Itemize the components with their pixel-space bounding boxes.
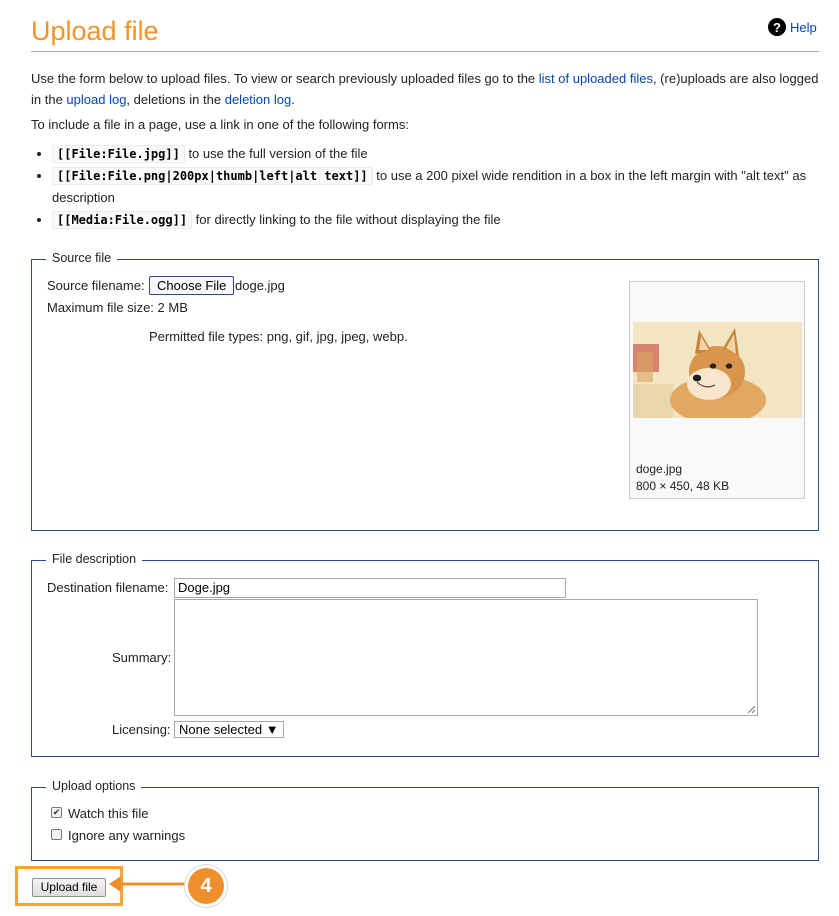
source-filename-label: Source filename:: [47, 278, 145, 293]
file-preview: [629, 281, 805, 499]
permitted-file-types: Permitted file types: png, gif, jpg, jpeg, webp.: [149, 329, 408, 344]
destination-filename-label: Destination filename:: [47, 580, 169, 595]
summary-textarea[interactable]: [174, 599, 758, 716]
list-item: [52, 209, 826, 231]
watch-file-checkbox[interactable]: ✔: [52, 807, 61, 817]
page-title: Upload file: [31, 16, 159, 46]
deletion-log-link[interactable]: deletion log: [224, 92, 292, 107]
preview-filename: doge.jpg: [636, 462, 683, 476]
intro-text: , (re)uploads are also logged in the: [31, 71, 819, 107]
question-circle-icon: ?: [768, 18, 786, 36]
shiba-dog-image: [633, 322, 802, 418]
list-item: [52, 165, 826, 209]
source-file-fieldset: [31, 251, 819, 531]
title-divider: [31, 51, 819, 52]
list-of-uploaded-files-link[interactable]: list of uploaded files: [538, 71, 653, 86]
intro-paragraph: [31, 68, 821, 110]
include-instructions: To include a file in a page, use a link in one of the following forms:: [31, 117, 409, 132]
watch-file-label[interactable]: Watch this file: [68, 806, 149, 821]
ignore-warnings-label[interactable]: Ignore any warnings: [68, 828, 186, 843]
summary-label: Summary:: [112, 650, 172, 665]
resize-grip-icon[interactable]: [747, 705, 756, 714]
help-link[interactable]: Help: [790, 19, 817, 35]
upload-options-fieldset: [31, 779, 819, 861]
upload-file-button[interactable]: Upload file: [32, 878, 106, 897]
list-item-text: for directly linking to the file without displaying the file: [192, 212, 501, 227]
ignore-warnings-checkbox[interactable]: [51, 829, 62, 840]
wikitext-code: [[File:File.png|200px|thumb|left|alt text]]: [52, 167, 373, 185]
wikitext-code: [[File:File.jpg]]: [52, 145, 185, 163]
arrow-left-icon: [109, 870, 191, 900]
wikitext-code: [[Media:File.ogg]]: [52, 211, 192, 229]
choose-file-button[interactable]: Choose File: [149, 276, 234, 295]
max-file-size: Maximum file size: 2 MB: [47, 300, 188, 315]
source-file-legend: Source file: [46, 251, 117, 265]
licensing-label: Licensing:: [112, 722, 171, 737]
help-link-group[interactable]: [768, 18, 817, 36]
destination-filename-input[interactable]: Doge.jpg: [174, 578, 566, 598]
upload-options-legend: Upload options: [46, 779, 141, 793]
file-description-legend: File description: [46, 552, 142, 566]
upload-log-link[interactable]: upload log: [66, 92, 127, 107]
preview-dimensions-size: 800 × 450, 48 KB: [636, 479, 730, 493]
list-item: [52, 143, 826, 165]
licensing-select[interactable]: None selected ▼: [174, 721, 284, 738]
intro-text: Use the form below to upload files. To view or search previously uploaded files go to the: [31, 71, 539, 86]
intro-text: , deletions in the: [126, 92, 225, 107]
step-number-badge: 4: [188, 868, 224, 904]
chosen-file-name: doge.jpg: [235, 278, 285, 293]
list-item-text: to use a 200 pixel wide rendition in a box in the left margin with "alt text" as description: [52, 168, 807, 205]
intro-text: .: [291, 92, 295, 107]
list-item-text: to use the full version of the file: [184, 146, 368, 161]
upload-button-highlight: [15, 866, 123, 906]
preview-image: [633, 322, 802, 418]
link-forms-list: [36, 143, 826, 231]
file-description-fieldset: [31, 552, 819, 757]
